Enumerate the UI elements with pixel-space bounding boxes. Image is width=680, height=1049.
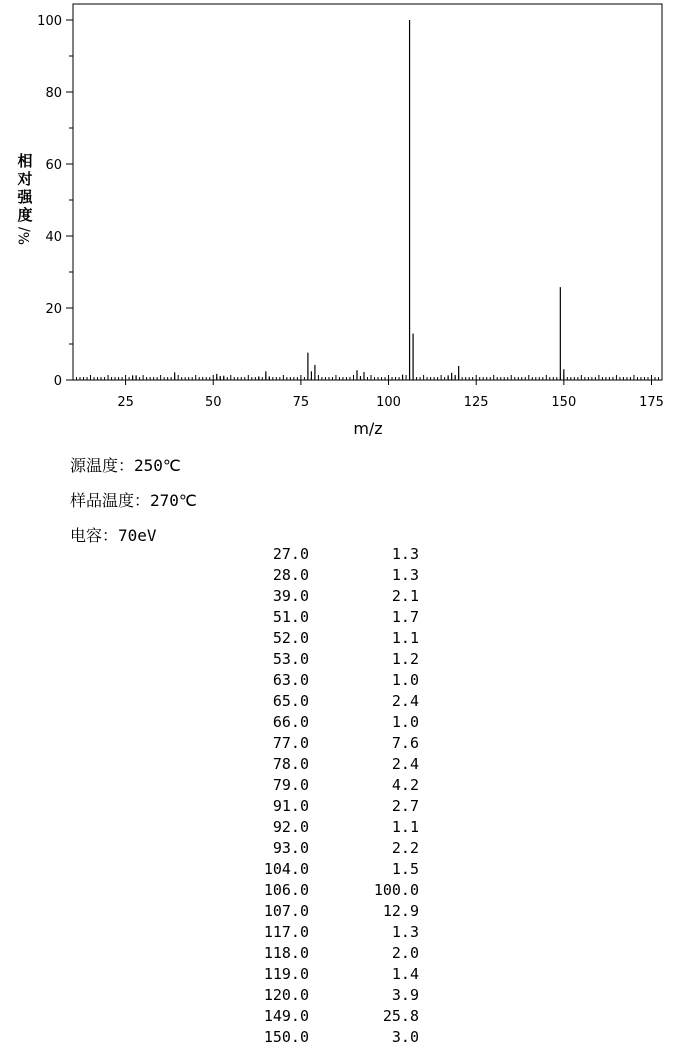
mz-cell: 66.0 xyxy=(272,713,309,731)
intensity-cell: 1.1 xyxy=(391,818,419,836)
table-row xyxy=(230,775,419,796)
mz-cell: 106.0 xyxy=(263,881,309,899)
plot-frame xyxy=(73,4,662,380)
mz-cell: 149.0 xyxy=(263,1007,309,1025)
intensity-cell: 2.1 xyxy=(391,587,419,605)
mz-cell: 51.0 xyxy=(272,608,309,626)
mz-cell: 91.0 xyxy=(272,797,309,815)
table-row xyxy=(230,964,419,985)
mz-cell: 117.0 xyxy=(263,923,309,941)
x-axis-ticks xyxy=(117,380,664,410)
y-axis-label-char: 度 xyxy=(17,206,33,224)
mz-cell: 52.0 xyxy=(272,629,309,647)
mz-cell: 79.0 xyxy=(272,776,309,794)
table-row xyxy=(230,607,419,628)
table-row xyxy=(230,544,419,565)
table-row xyxy=(230,1027,419,1048)
mz-cell: 53.0 xyxy=(272,650,309,668)
source-temperature-value: 250℃ xyxy=(134,456,181,475)
mz-cell: 93.0 xyxy=(272,839,309,857)
intensity-cell: 2.0 xyxy=(391,944,419,962)
table-row xyxy=(230,817,419,838)
intensity-cell: 1.7 xyxy=(391,608,419,626)
intensity-cell: 3.9 xyxy=(391,986,419,1004)
table-row xyxy=(230,691,419,712)
intensity-cell: 12.9 xyxy=(382,902,419,920)
ionization-energy xyxy=(70,523,157,546)
intensity-cell: 100.0 xyxy=(373,881,419,899)
table-row xyxy=(230,859,419,880)
x-minor-ticks xyxy=(73,375,662,380)
table-row xyxy=(230,649,419,670)
x-axis-label: m/z xyxy=(353,419,383,438)
y-tick-label: 0 xyxy=(53,374,62,389)
y-tick-label: 100 xyxy=(37,14,62,29)
mz-cell: 63.0 xyxy=(272,671,309,689)
intensity-cell: 4.2 xyxy=(391,776,419,794)
mz-cell: 39.0 xyxy=(272,587,309,605)
x-tick-label: 25 xyxy=(117,395,134,410)
mz-cell: 65.0 xyxy=(272,692,309,710)
x-tick-label: 50 xyxy=(204,395,222,410)
source-temperature xyxy=(70,453,181,476)
table-row xyxy=(230,985,419,1006)
table-row xyxy=(230,712,419,733)
mz-cell: 150.0 xyxy=(263,1028,309,1046)
x-tick-label: 75 xyxy=(292,395,310,410)
intensity-cell: 2.2 xyxy=(391,839,419,857)
table-row xyxy=(230,754,419,775)
intensity-cell: 1.0 xyxy=(391,713,419,731)
intensity-cell: 1.3 xyxy=(391,923,419,941)
y-tick-label: 60 xyxy=(45,158,62,173)
table-row xyxy=(230,901,419,922)
table-row xyxy=(230,670,419,691)
y-axis-label-char: 相 xyxy=(17,152,33,170)
intensity-cell: 1.5 xyxy=(391,860,419,878)
intensity-cell: 1.3 xyxy=(391,545,419,563)
y-axis-label xyxy=(14,152,36,246)
mz-cell: 92.0 xyxy=(272,818,309,836)
y-axis-ticks xyxy=(37,14,73,389)
y-axis-unit: %/ xyxy=(17,226,33,246)
ionization-energy-label: 电容： xyxy=(70,526,119,545)
intensity-cell: 1.3 xyxy=(391,566,419,584)
table-row xyxy=(230,586,419,607)
mz-cell: 27.0 xyxy=(272,545,309,563)
intensity-cell: 2.7 xyxy=(391,797,419,815)
mz-cell: 104.0 xyxy=(263,860,309,878)
intensity-cell: 1.2 xyxy=(391,650,419,668)
mz-cell: 119.0 xyxy=(263,965,309,983)
table-row xyxy=(230,565,419,586)
x-tick-label: 150 xyxy=(551,395,577,410)
table-row xyxy=(230,922,419,943)
mz-cell: 78.0 xyxy=(272,755,309,773)
mz-cell: 77.0 xyxy=(272,734,309,752)
table-row xyxy=(230,880,419,901)
intensity-cell: 1.1 xyxy=(391,629,419,647)
sample-temperature-label: 样品温度： xyxy=(70,491,151,510)
intensity-cell: 1.0 xyxy=(391,671,419,689)
table-row xyxy=(230,628,419,649)
sample-temperature-value: 270℃ xyxy=(150,491,197,510)
mz-cell: 118.0 xyxy=(263,944,309,962)
ionization-energy-value: 70eV xyxy=(118,526,157,545)
x-tick-label: 175 xyxy=(639,395,664,410)
y-axis-label-char: 对 xyxy=(17,170,33,188)
y-axis-label-char: 强 xyxy=(17,188,33,206)
intensity-cell: 25.8 xyxy=(382,1007,419,1025)
y-tick-label: 20 xyxy=(45,302,62,317)
x-tick-label: 125 xyxy=(463,395,489,410)
mz-cell: 28.0 xyxy=(272,566,309,584)
table-row xyxy=(230,838,419,859)
table-row xyxy=(230,733,419,754)
intensity-cell: 2.4 xyxy=(391,692,419,710)
y-tick-label: 80 xyxy=(45,86,62,101)
peak-table xyxy=(230,544,419,1048)
intensity-cell: 1.4 xyxy=(391,965,419,983)
table-row xyxy=(230,943,419,964)
mz-cell: 107.0 xyxy=(263,902,309,920)
mz-cell: 120.0 xyxy=(263,986,309,1004)
mass-spectrum-chart xyxy=(0,0,680,445)
intensity-cell: 2.4 xyxy=(391,755,419,773)
x-tick-label: 100 xyxy=(376,395,401,410)
peak-bars xyxy=(133,20,564,380)
intensity-cell: 3.0 xyxy=(391,1028,419,1046)
table-row xyxy=(230,1006,419,1027)
source-temperature-label: 源温度： xyxy=(70,456,135,475)
intensity-cell: 7.6 xyxy=(391,734,419,752)
sample-temperature xyxy=(70,488,197,511)
table-row xyxy=(230,796,419,817)
y-tick-label: 40 xyxy=(45,230,62,245)
